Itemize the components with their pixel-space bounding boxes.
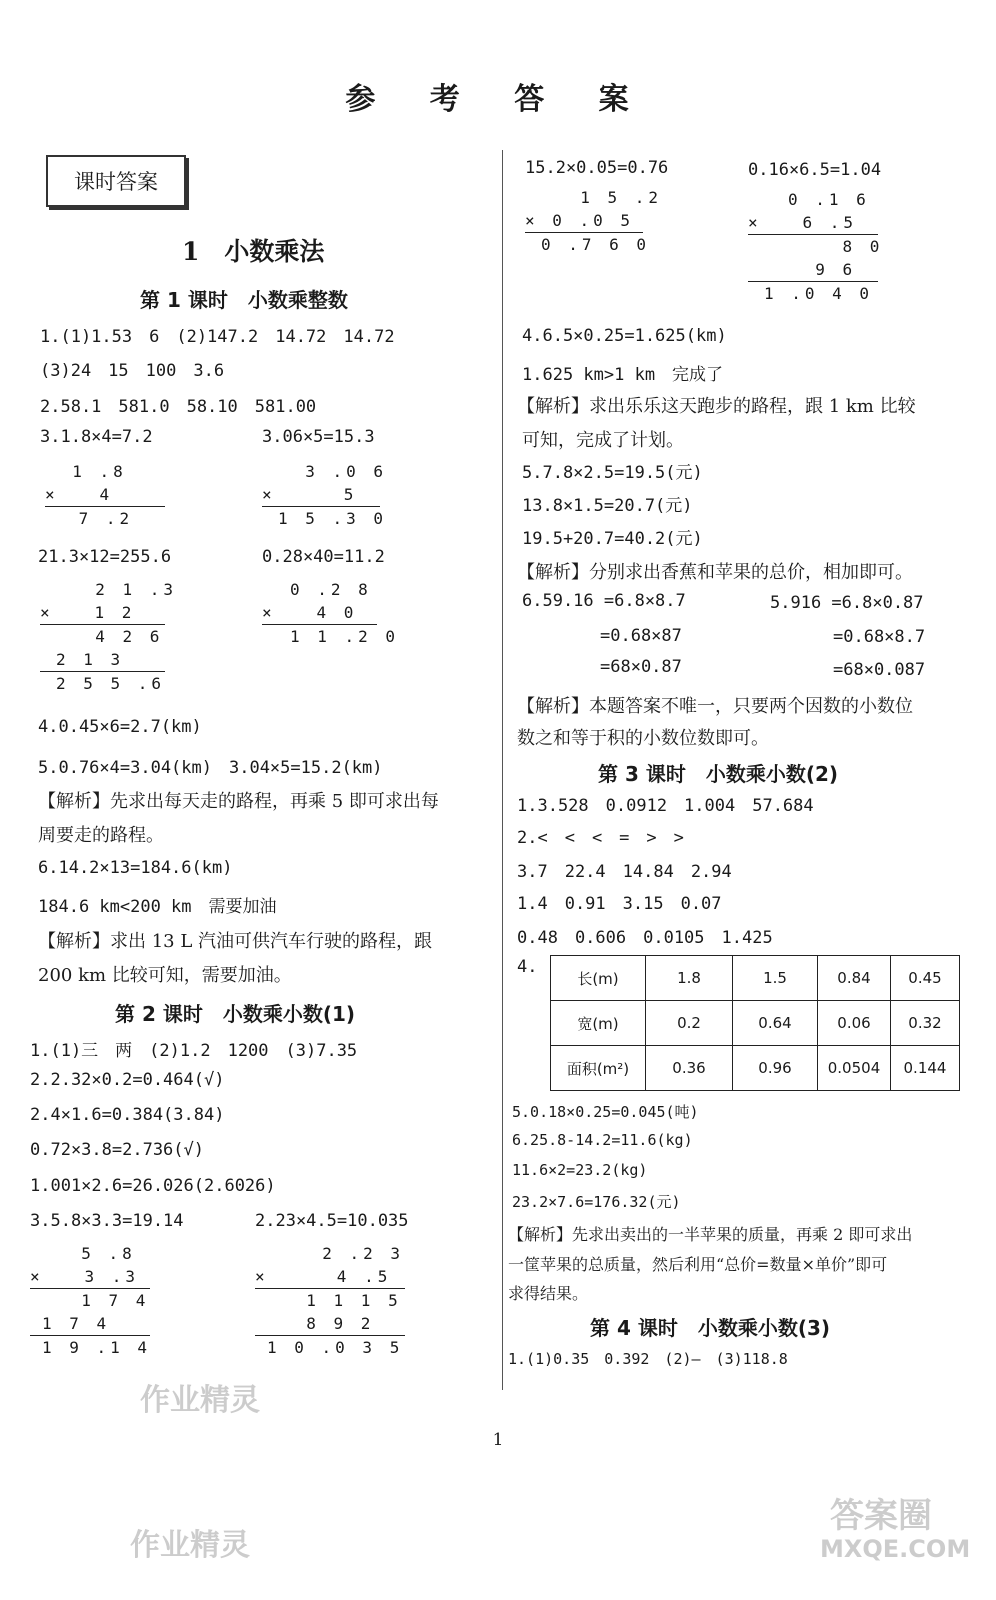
analysis-line: 周要走的路程。 (38, 825, 164, 846)
calc-row: 2 .2 3 (295, 1244, 405, 1263)
table-cell: 0.06 (818, 1001, 891, 1046)
answer-line: =0.68×87 (600, 626, 682, 646)
calc-row: 0 .1 6 (788, 190, 870, 209)
lesson-3-heading: 第 3 课时 小数乘小数(2) (598, 762, 839, 786)
answer-line: 1.(1)1.53 6 (2)147.2 14.72 14.72 (40, 327, 395, 347)
table-cell: 1.8 (646, 956, 733, 1001)
answer-line: 1.4 0.91 3.15 0.07 (517, 894, 722, 914)
answer-line: 6.59.16 =6.8×8.7 (522, 591, 686, 611)
calc-row: 2 5 5 .6 (40, 671, 165, 695)
calc-row: 8 0 (748, 234, 878, 258)
watermark-bottom: 作业精灵 (130, 1528, 250, 1563)
answer-line: 2.4×1.6=0.384(3.84) (30, 1105, 225, 1125)
answer-line: 6.25.8-14.2=11.6(kg) (512, 1131, 693, 1149)
answer-line: 4.0.45×6=2.7(km) (38, 717, 202, 737)
calc-row: × 4 .5 (255, 1267, 392, 1286)
answer-line: 6.14.2×13=184.6(km) (38, 858, 233, 878)
table-row (551, 956, 960, 1001)
calc-row: 1 9 .1 4 (30, 1335, 150, 1359)
chapter-heading: 1 小数乘法 (182, 237, 325, 266)
answer-line: (3)24 15 100 3.6 (40, 361, 225, 381)
calc-row: × 4 (45, 485, 114, 504)
answer-line: 5.0.18×0.25=0.045(吨) (512, 1103, 699, 1121)
answer-line: 19.5+20.7=40.2(元) (522, 529, 703, 549)
answer-line: 0.48 0.606 0.0105 1.425 (517, 928, 773, 948)
analysis-line: 【解析】求出乐乐这天跑步的路程，跟 1 km 比较 (517, 396, 916, 417)
vertical-calculation (255, 1242, 405, 1359)
calc-row: 3 .0 6 (278, 462, 388, 481)
calc-row: 2 1 .3 (68, 580, 178, 599)
calc-row: 4 2 6 (40, 624, 165, 648)
table-cell: 0.36 (646, 1046, 733, 1091)
calc-row: 5 .8 (54, 1244, 136, 1263)
table-cell: 0.96 (733, 1046, 818, 1091)
site-watermark-logo: 答案圈 (830, 1496, 932, 1536)
table-cell: 0.64 (733, 1001, 818, 1046)
table-row (551, 1046, 960, 1091)
analysis-line: 可知，完成了计划。 (522, 430, 684, 451)
calc-row: 1 5 .2 (553, 188, 663, 207)
analysis-line: 求得结果。 (508, 1284, 589, 1303)
calc-row: 0 .7 6 0 (525, 232, 643, 256)
calc-row: × 6 .5 (748, 213, 858, 232)
calc-row: 1 5 .3 0 (262, 506, 380, 530)
page-title: 参 考 答 案 (345, 82, 651, 117)
table-cell: 0.2 (646, 1001, 733, 1046)
analysis-line: 200 km 比较可知，需要加油。 (38, 965, 292, 986)
answer-line: 4.6.5×0.25=1.625(km) (522, 326, 727, 346)
answer-line: 3.1.8×4=7.2 (40, 427, 153, 447)
answer-line: 15.2×0.05=0.76 (525, 158, 669, 178)
lesson-4-heading: 第 4 课时 小数乘小数(3) (590, 1316, 831, 1340)
analysis-line: 【解析】先求出每天走的路程，再乘 5 即可求出每 (38, 791, 439, 812)
answer-line: 4. (517, 957, 538, 977)
calc-row: 1 7 4 (42, 1314, 111, 1333)
answer-line: 2.< < < = > > (517, 828, 684, 848)
calc-row: 1 1 .2 0 (262, 624, 377, 648)
calc-row: 1 .0 4 0 (748, 281, 878, 305)
lesson-1-heading: 第 1 课时 小数乘整数 (140, 288, 348, 312)
answer-line: 0.16×6.5=1.04 (748, 160, 882, 180)
answer-line: 5.7.8×2.5=19.5(元) (522, 463, 703, 483)
area-table (550, 955, 960, 1091)
vertical-calculation (748, 188, 884, 305)
answer-line: 3.5.8×3.3=19.14 (30, 1211, 184, 1231)
vertical-calculation (525, 186, 663, 256)
calc-row: × 3 .3 (30, 1267, 140, 1286)
calc-row: 2 1 3 (56, 650, 125, 669)
answer-line: 11.6×2=23.2(kg) (512, 1161, 648, 1179)
answer-line: 3.06×5=15.3 (262, 427, 375, 447)
answer-line: 13.8×1.5=20.7(元) (522, 496, 693, 516)
analysis-line: 数之和等于积的小数位数即可。 (517, 728, 769, 749)
calc-row: 1 .8 (45, 462, 127, 481)
answer-line: 1.(1)0.35 0.392 (2)— (3)118.8 (508, 1350, 788, 1368)
analysis-line: 一筐苹果的总质量，然后利用“总价=数量×单价”即可 (508, 1255, 888, 1274)
table-cell: 0.32 (891, 1001, 960, 1046)
answer-line: 2.58.1 581.0 58.10 581.00 (40, 397, 317, 417)
section-label-box: 课时答案 (46, 155, 186, 207)
column-divider (502, 150, 503, 1390)
analysis-line: 【解析】求出 13 L 汽油可供汽车行驶的路程，跟 (38, 931, 433, 952)
answer-line: 5.916 =6.8×0.87 (770, 593, 924, 613)
analysis-line: 【解析】先求出卖出的一半苹果的质量，再乘 2 即可求出 (508, 1225, 913, 1244)
table-cell: 长(m) (551, 956, 646, 1001)
answer-line: 5.0.76×4=3.04(km) 3.04×5=15.2(km) (38, 758, 383, 778)
analysis-line: 【解析】本题答案不唯一，只要两个因数的小数位 (517, 696, 913, 717)
table-cell: 面积(m²) (551, 1046, 646, 1091)
calc-row: 1 0 .0 3 5 (255, 1335, 405, 1359)
table-cell: 1.5 (733, 956, 818, 1001)
calc-row: 1 7 4 (30, 1288, 150, 1312)
answer-line: 184.6 km<200 km 需要加油 (38, 897, 277, 917)
calc-row: × 4 0 (262, 603, 358, 622)
answer-line: =68×0.087 (833, 660, 926, 680)
answer-line: 2.23×4.5=10.035 (255, 1211, 409, 1231)
vertical-calculation (40, 578, 178, 695)
answer-line: 21.3×12=255.6 (38, 547, 172, 567)
answer-line: =68×0.87 (600, 657, 682, 677)
calc-row: 1 1 1 5 (255, 1288, 405, 1312)
answer-line: 0.72×3.8=2.736(√) (30, 1140, 204, 1160)
answer-line: 1.(1)三 两 (2)1.2 1200 (3)7.35 (30, 1041, 358, 1061)
calc-row: 9 6 (788, 260, 857, 279)
answer-line: 1.3.528 0.0912 1.004 57.684 (517, 796, 814, 816)
table-cell: 宽(m) (551, 1001, 646, 1046)
answer-line: 1.625 km>1 km 完成了 (522, 365, 724, 385)
answer-line: 3.7 22.4 14.84 2.94 (517, 862, 732, 882)
lesson-2-heading: 第 2 课时 小数乘小数(1) (115, 1002, 356, 1026)
calc-row: × 1 2 (40, 603, 136, 622)
calc-row: 8 9 2 (279, 1314, 375, 1333)
watermark: 作业精灵 (140, 1383, 260, 1418)
calc-row: 0 .2 8 (290, 580, 372, 599)
page-number: 1 (492, 1430, 504, 1450)
analysis-line: 【解析】分别求出香蕉和苹果的总价，相加即可。 (517, 562, 913, 583)
calc-row: 7 .2 (45, 506, 165, 530)
vertical-calculation (45, 460, 165, 530)
calc-row: × 0 .0 5 (525, 211, 635, 230)
table-cell: 0.144 (891, 1046, 960, 1091)
table-row (551, 1001, 960, 1046)
site-watermark-url: MXQE.COM (820, 1535, 971, 1563)
table-cell: 0.0504 (818, 1046, 891, 1091)
table-cell: 0.84 (818, 956, 891, 1001)
answer-line: 23.2×7.6=176.32(元) (512, 1193, 681, 1211)
answer-line: =0.68×8.7 (833, 627, 926, 647)
table-cell: 0.45 (891, 956, 960, 1001)
answer-line: 1.001×2.6=26.026(2.6026) (30, 1176, 276, 1196)
answer-line: 2.2.32×0.2=0.464(√) (30, 1070, 225, 1090)
answer-line: 0.28×40=11.2 (262, 547, 385, 567)
vertical-calculation (30, 1242, 150, 1359)
vertical-calculation (262, 578, 400, 648)
calc-row: × 5 (262, 485, 358, 504)
vertical-calculation (262, 460, 388, 530)
